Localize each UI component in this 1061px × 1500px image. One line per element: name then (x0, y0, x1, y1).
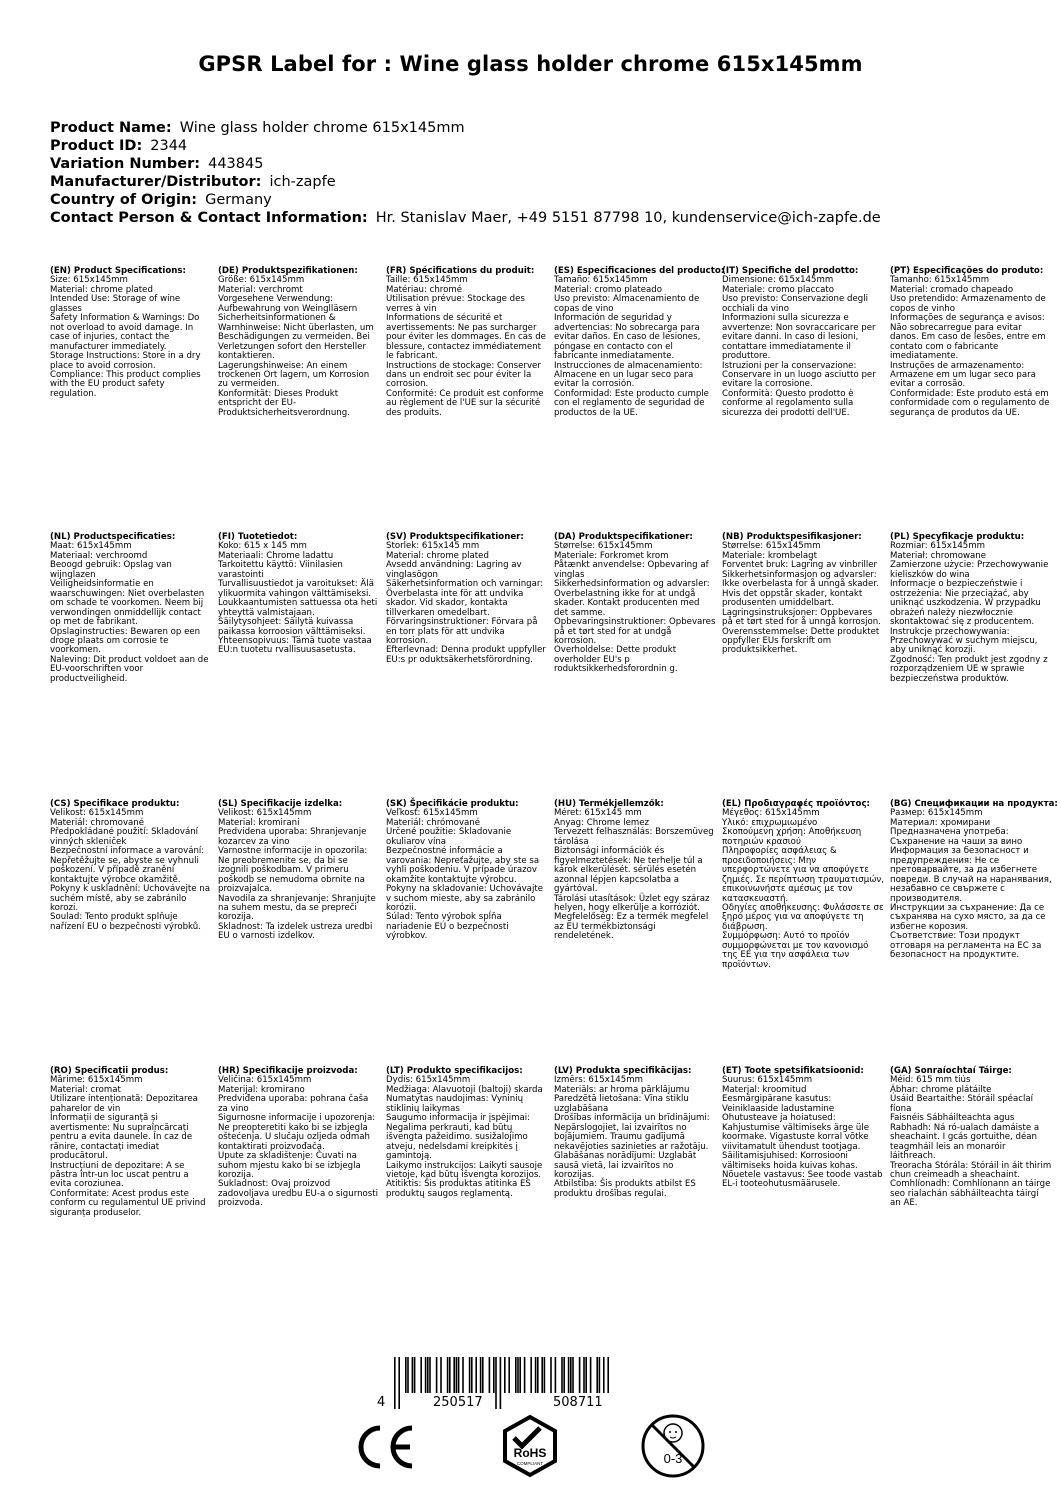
barcode-bar (405, 1357, 407, 1393)
spec-block (554, 1067, 716, 1199)
spec-line: Informazioni sulla sicurezza e avvertenze: Non sovraccaricare per evitare danni. In caso di lesioni, contattare immediatamente il produttore. (722, 313, 876, 362)
spec-heading: (LV) Produkta specifikācijas: (554, 1066, 692, 1076)
spec-line: Conformità: Questo prodotto è conforme al regolamento sulla sicurezza dei prodotti dell'UE. (722, 388, 854, 418)
spec-line: Sukladnost: Ovaj proizvod zadovoljava uredbu EU-a o sigurnosti proizvoda. (218, 1179, 379, 1209)
spec-line: Συμμόρφωση: Αυτό το προϊόν συμμορφώνεται με τον κανονισμό της ΕΕ για την ασφάλεια των προϊόντων. (722, 931, 869, 970)
spec-line: Maat: 615x145mm (50, 541, 132, 552)
barcode-bar (458, 1357, 460, 1393)
barcode-bar (517, 1357, 519, 1393)
spec-line: Saugumo informacija ir įspėjimai: Negalima perkrauti, kad būtų išvengta pažeidimo. susižalojimo atveju, nedelsdami kreipkitės į gamintoją. (386, 1113, 531, 1162)
spec-line: Soulad: Tento produkt splňuje nařízení EU o bezpečnosti výrobků. (50, 912, 201, 932)
barcode-bar (544, 1357, 546, 1393)
barcode-bar (471, 1357, 473, 1393)
spec-line: Conformité: Ce produit est conforme au règlement de l'UE sur la sécurité des produits. (386, 388, 544, 418)
product-name-row (50, 119, 881, 137)
spec-line: Atbilstība: Šis produkts atbilst ES produktu drošības regulai. (554, 1179, 696, 1199)
spec-block (50, 800, 212, 932)
spec-line: Størrelse: 615x145mm (554, 541, 653, 552)
spec-line: Instrucciones de almacenamiento: Almacene en un lugar seco para evitar la corrosión. (554, 360, 703, 390)
spec-line: Предназначена употреба: Съхранение на чаши за вино (890, 827, 1023, 847)
barcode-bar (607, 1357, 609, 1393)
barcode-bar (535, 1357, 537, 1393)
spec-line: Faisnéis Sábháilteachta agus Rabhadh: Ná ró-ualach damáiste a sheachaint. I gcás gortuithe, déan teagmháil leis an monaróir láithreach. (890, 1113, 1040, 1162)
spec-block (890, 267, 1052, 418)
spec-line: Conformidade: Este produto está em conformidade com o regulamento de segurança de produtos da UE. (890, 388, 1050, 418)
spec-line: Bezpečnostní informace a varování: Nepřetěžujte se, abyste se vyhnuli poškození. V případě zranění kontaktujte výrobce okamžitě. (50, 846, 205, 885)
spec-line: Treoracha Stórála: Stóráil in áit thirim chun creimeadh a sheachaint. (890, 1160, 1052, 1180)
spec-line: Medžiaga: Alavuotoji (baltoji) skarda (386, 1084, 543, 1095)
spec-block (890, 799, 1058, 961)
rohs-compliant-icon (500, 1414, 560, 1478)
barcode-bar (508, 1357, 510, 1393)
spec-line: Uso pretendido: Armazenamento de copos de vinho (890, 294, 1046, 314)
spec-line: Utilizare intenționată: Depozitarea paharelor de vin (50, 1094, 198, 1114)
spec-line: Informações de segurança e avisos: Não sobrecarregue para evitar danos. Em caso de lesões, entre em contato com o fabricante imediatamente. (890, 313, 1046, 362)
spec-block (722, 533, 884, 656)
spec-heading: (PL) Specyfikacje produktu: (890, 532, 1025, 542)
spec-line: Izmērs: 615x145mm (554, 1075, 643, 1086)
spec-line: Größe: 615x145mm (218, 275, 305, 286)
spec-block (722, 800, 884, 970)
country-of-origin-label: Country of Origin: (50, 192, 198, 208)
spec-block (722, 1067, 884, 1190)
spec-line: Tárolási utasítások: Üzlet egy száraz helyen, hogy elkerülje a korróziót. (554, 893, 710, 913)
spec-line: Material: cromat (50, 1084, 121, 1095)
not-for-children-0-3-icon (640, 1413, 706, 1479)
spec-line: Opslaginstructies: Bewaren op een droge plaats om corrosie te voorkomen. (50, 626, 201, 656)
product-id-label: Product ID: (50, 138, 143, 154)
barcode-bar (475, 1357, 477, 1393)
spec-heading: (DA) Produktspecifikationer: (554, 532, 693, 542)
barcode-bar (414, 1357, 416, 1393)
spec-line: Nõuetele vastavus: See toode vastab EL-i tooteohutusmäärusele. (722, 1169, 883, 1190)
spec-line: Veličina: 615x145mm (218, 1075, 312, 1086)
barcode-bar (519, 1357, 521, 1393)
age-label: 0-3 (663, 1451, 683, 1466)
product-id-row (50, 137, 881, 155)
spec-line: Materiaal: verchroomd (50, 550, 148, 561)
spec-line: Lagringsinstruksjoner: Oppbevares på et tørt sted for å unngå korrosjon. (722, 607, 881, 628)
spec-line: Veľkosť: 615x145mm (386, 808, 478, 819)
spec-line: Material: chrome plated (386, 550, 489, 561)
barcode-bar (585, 1357, 587, 1393)
spec-line: Dydis: 615x145mm (386, 1075, 471, 1086)
spec-line: Material: verchromt (218, 284, 303, 295)
spec-line: Información de seguridad y advertencias: No sobrecarga para evitar daños. En caso de lesiones, póngase en contacto con el fabricante inmediatamente. (554, 313, 701, 362)
spec-line: Opbevaringsinstruktioner: Opbevares på et tørt sted for at undgå korrosion. (554, 617, 716, 646)
spec-block (50, 533, 212, 684)
barcode-bar (420, 1357, 422, 1393)
baby-face-icon (664, 1424, 682, 1442)
spec-line: Určené použitie: Skladovanie okuliarov vína (386, 827, 512, 847)
spec-heading: (ET) Toote spetsifikatsioonid: (722, 1066, 864, 1076)
spec-line: Súlad: Tento výrobok spĺňa nariadenie EÚ o bezpečnosti výrobkov. (386, 912, 509, 942)
barcode-bar (449, 1357, 451, 1393)
spec-line: Πληροφορίες ασφάλειας & προειδοποιήσεις: Μην υπερφορτώνετε για να αποφύγετε ζημιές. Σε περίπτωση τραυματισμών, επικοινωνήστε αμέσως με τον κατασκευαστή. (722, 846, 884, 904)
spec-line: Materiál: chromované (50, 817, 145, 828)
spec-line: Overholdelse: Dette produkt overholder EU's p roduktsikkerhedsforordnin g. (554, 645, 678, 675)
spec-line: Konformität: Dieses Produkt entspricht der EU-Produktsicherheitsverordnung. (218, 388, 350, 418)
spec-line: Dimensione: 615x145mm (722, 275, 834, 286)
spec-line: Beoogd gebruik: Opslag van wijnglazen (50, 560, 172, 580)
spec-line: Tarkoitettu käyttö: Viinilasien varastointi (218, 560, 343, 580)
barcode-bar (493, 1357, 495, 1393)
spec-line: Turvallisuustiedot ja varoitukset: Älä ylikuormita vahingon välttämiseksi. Loukkaantumisten sattuessa ota heti yhteyttä valmistajaan. (218, 579, 378, 618)
spec-line: Úsáid Beartaithe: Stóráil spéaclaí fíona (890, 1094, 1033, 1114)
manufacturer-value: ich-zapfe (269, 174, 336, 190)
spec-heading: (LT) Produkto specifikacijos: (386, 1066, 523, 1076)
ce-mark-icon (352, 1424, 422, 1470)
spec-line: Инструкции за съхранение: Да се съхранява на сухо място, за да се избегне корозия. (890, 902, 1046, 932)
barcode-bar (541, 1357, 543, 1393)
barcode-right-digits: 508711 (553, 1395, 603, 1410)
spec-block (890, 533, 1052, 684)
spec-block (218, 1067, 380, 1209)
product-name-value: Wine glass holder chrome 615x145mm (179, 120, 465, 136)
barcode-bar (500, 1357, 502, 1409)
barcode-bar (407, 1357, 409, 1393)
spec-block (386, 1067, 548, 1199)
spec-block (386, 533, 548, 665)
spec-line: Materiale: krombelagt (722, 550, 817, 561)
spec-line: Instructions de stockage: Conserver dans un endroit sec pour éviter la corrosion. (386, 360, 541, 390)
rohs-sub-label: COMPLIANT (516, 1461, 544, 1466)
spec-line: Méret: 615x145 mm (554, 808, 642, 819)
manufacturer-label: Manufacturer/Distributor: (50, 174, 262, 190)
spec-line: Eesmärgipärane kasutus: Veiniklaaside ladustamine (722, 1094, 835, 1114)
spec-heading: (CS) Specifikace produktu: (50, 799, 180, 809)
spec-line: Информация за безопасност и предупреждения: Не се претоварвайте, за да избегнете повреди. В случай на наранявания, незабавно се свържете с производителя. (890, 846, 1052, 904)
spec-line: Rozmiar: 615x145mm (890, 541, 986, 552)
product-name-label: Product Name: (50, 120, 172, 136)
spec-line: Veiligheidsinformatie en waarschuwingen: Niet overbelasten om schade te voorkomen. Neem bij verwondingen onmiddellijk contact op met de fabrikant. (50, 579, 205, 628)
spec-line: Tervezett felhasználás: Borszemüveg tárolása (554, 827, 714, 847)
spec-line: Materiale: cromo placcato (722, 284, 834, 295)
barcode-bar (453, 1357, 455, 1393)
barcode-left-digits: 250517 (433, 1395, 483, 1410)
spec-line: Lagerungshinweise: An einem trockenen Ort lagern, um Korrosion zu vermeiden. (218, 360, 370, 390)
spec-line: Glabāšanas norādījumi: Uzglabāt sausā vietā, lai izvairītos no korozijas. (554, 1151, 697, 1180)
spec-line: Koko: 615 x 145 mm (218, 541, 307, 552)
spec-line: Instrucțiuni de depozitare: A se păstra într-un loc uscat pentru a evita coroziunea. (50, 1160, 189, 1190)
spec-line: Istruzioni per la conservazione: Conservare in un luogo asciutto per evitare la corrosione. (722, 360, 876, 390)
spec-heading: (EL) Προδιαγραφές προϊόντος: (722, 799, 870, 809)
spec-line: Uso previsto: Almacenamiento de copas de vino (554, 294, 700, 314)
spec-line: Informații de siguranță și avertismente: Nu supraîncărcați pentru a evita daunele. În caz de rănire, contactați imediat producătorul. (50, 1113, 193, 1162)
spec-line: Safety Information & Warnings: Do not overload to avoid damage. In case of injuries, contact the manufacturer immediately. (50, 313, 200, 352)
spec-heading: (FR) Spécifications du produit: (386, 266, 535, 276)
barcode-bar (515, 1357, 517, 1393)
barcode-bar (429, 1357, 431, 1393)
spec-line: Intended Use: Storage of wine glasses (50, 294, 181, 314)
spec-line: Размер: 615x145mm (890, 808, 983, 819)
spec-line: Säilytysohjeet: Säilytä kuivassa paikassa korroosion välttämiseksi. (218, 617, 366, 637)
barcode-bar (568, 1357, 570, 1393)
barcode-bar (480, 1357, 482, 1393)
spec-line: Ohutusteave ja hoiatused: Kahjustumise vältimiseks ärge üle koormake. Vigastuste korral võtke viivitamatult ühendust tootjaga. (722, 1113, 870, 1152)
spec-line: Sikkerhedsinformation og advarsler: Overbelastning ikke for at undgå skader. Kontakt producenten med det samme. (554, 579, 710, 618)
spec-heading: (DE) Produktspezifikationen: (218, 266, 358, 276)
spec-line: Materiał: chromowane (890, 550, 987, 561)
rohs-label: RoHS (513, 1446, 547, 1460)
barcode-bar (555, 1357, 557, 1393)
spec-heading: (HU) Termékjellemzők: (554, 799, 664, 809)
spec-line: Förvaringsinstruktioner: Förvara på en torr plats för att undvika korrosion. (386, 617, 538, 646)
spec-line: Størrelse: 615x145mm (722, 541, 821, 552)
spec-line: Materjal: kroomitud (722, 1084, 807, 1095)
barcode-bar (550, 1357, 552, 1393)
barcode-bar (572, 1357, 574, 1393)
spec-line: Varnostne informacije in opozorila: Ne preobremenite se, da bi se izognili poškodbam. V primeru poškodb se nemudoma obrnite na proizvajalca. (218, 846, 368, 895)
spec-line: Materijal: kromirano (218, 1084, 305, 1095)
spec-block (50, 267, 212, 399)
spec-line: Compliance: This product complies with the EU product safety regulation. (50, 369, 201, 399)
spec-line: Instruções de armazenamento: Armazene em um lugar seco para evitar a corrosão. (890, 360, 1036, 390)
spec-line: Bezpečnostné informácie a varovania: Nepreťažujte, aby ste sa vyhli poškodeniu. V prípade úrazov okamžite kontaktujte výrobcu. (386, 846, 540, 885)
spec-line: Informacje o bezpieczeństwie i ostrzeżenia: Nie przeciążać, aby uniknąć uszkodzenia. W przypadku obrażeń należy niezwłocznie skontaktować się z producentem. (890, 579, 1041, 628)
spec-line: Upute za skladištenje: Čuvati na suhom mjestu kako bi se izbjegla korozija. (218, 1151, 361, 1180)
spec-block (386, 267, 548, 418)
spec-line: Utilisation prévue: Stockage des verres à vin (386, 294, 525, 314)
barcode-bar (495, 1357, 497, 1409)
manufacturer-row (50, 173, 881, 191)
barcode-bar (524, 1357, 526, 1393)
contact-row (50, 209, 881, 227)
spec-line: Předpokládané použití: Skladování vinných skleniček (50, 827, 199, 847)
spec-block (386, 800, 548, 942)
spec-line: Forventet bruk: Lagring av vinbriller (722, 560, 878, 571)
spec-line: Material: cromado chapeado (890, 284, 1014, 295)
spec-line: Storage Instructions: Store in a dry place to avoid corrosion. (50, 351, 201, 371)
spec-heading: (FI) Tuotetiedot: (218, 532, 298, 542)
barcode-bar (394, 1357, 396, 1409)
spec-heading: (NB) Produktspesifikasjoner: (722, 532, 862, 542)
spec-line: Materiál: chrómované (386, 817, 481, 828)
product-info (50, 119, 881, 227)
spec-line: Sikkerhetsinformasjon og advarsler: Ikke overbelasta for å unngå skader. Hvis det oppstår skader, kontakt produsenten umiddelbart. (722, 569, 879, 609)
barcode-bar (530, 1357, 532, 1393)
spec-line: Mărime: 615x145mm (50, 1075, 143, 1086)
barcode-bar (537, 1357, 539, 1393)
spec-line: Υλικό: επιχρωμιωμένο (722, 817, 818, 828)
spec-heading: (GA) Sonraíochtaí Táirge: (890, 1066, 1012, 1076)
spec-heading: (RO) Specificații produs: (50, 1066, 169, 1076)
spec-line: Съответствие: Този продукт отговаря на регламента на ЕС за безопасност на продуктите. (890, 931, 1042, 961)
spec-line: Skladnost: Ta izdelek ustreza uredbi EU o varnosti izdelkov. (218, 921, 373, 942)
spec-line: Yhteensopivuus: Tämä tuote vastaa EU:n tuotetu rvallisuusasetusta. (218, 635, 372, 656)
spec-line: Comhlíonadh: Comhlíonann an táirge seo rialachán sábháilteachta táirgí an AE. (890, 1179, 1051, 1209)
country-of-origin-row (50, 191, 881, 209)
spec-line: Matériau: chromé (386, 284, 463, 295)
spec-line: Predvidena uporaba: Shranjevanje kozarcev za vino (218, 827, 367, 847)
product-id-value: 2344 (150, 138, 188, 154)
barcode-bar (579, 1357, 581, 1393)
spec-line: Naleving: Dit product voldoet aan de EU-voorschriften voor productveiligheid. (50, 654, 209, 684)
spec-line: Ábhar: chrome plátáilte (890, 1084, 992, 1095)
spec-line: Drošības informācija un brīdinājumi: Nepārslogojiet, lai izvairītos no bojājumiem. Traumu gadījumā nekavējoties sazinieties ar ražotāju. (554, 1113, 710, 1152)
variation-number-value: 443845 (208, 156, 264, 172)
spec-line: Uso previsto: Conservazione degli occhiali da vino (722, 294, 868, 314)
spec-line: Påtænkt anvendelse: Opbevaring af vinglas (554, 560, 709, 580)
spec-block (218, 533, 380, 656)
spec-heading: (SK) Špecifikácie produktu: (386, 799, 519, 809)
barcode-bar (504, 1357, 506, 1393)
spec-block (50, 1067, 212, 1218)
barcode-bar (427, 1357, 429, 1393)
spec-block (554, 533, 716, 675)
spec-line: Paredzētā lietošana: Vīna stiklu uzglabāšana (554, 1094, 689, 1114)
barcode-bar (447, 1357, 449, 1393)
spec-line: Material: kromirani (218, 817, 300, 828)
barcode-bar (412, 1357, 414, 1393)
spec-line: Navodila za shranjevanje: Shranjujte na suhem mestu, da se prepreči korozija. (218, 893, 376, 923)
spec-heading: (NL) Productspecificaties: (50, 532, 176, 542)
spec-line: Materiale: Forkromet krom (554, 550, 669, 561)
spec-line: Säkerhetsinformation och varningar: Överbelasta inte för att undvika skador. Vid skador, kontakta tillverkaren omedelbart. (386, 579, 544, 618)
spec-line: Pokyny na skladovanie: Uchovávajte v suchom mieste, aby sa zabránilo korózii. (386, 884, 543, 913)
barcode-bar (462, 1357, 464, 1393)
barcode-bar (456, 1357, 458, 1393)
spec-heading: (SL) Specifikacije izdelka: (218, 799, 343, 809)
barcode-bar (469, 1357, 471, 1393)
barcode-bar (590, 1357, 592, 1393)
spec-block (554, 266, 725, 418)
spec-line: Zgodność: Ten produkt jest zgodny z rozporządzeniem UE w sprawie bezpieczeństwa produktów. (890, 654, 1048, 684)
spec-line: Numatytas naudojimas: Vyninių stiklinių laikymas (386, 1094, 524, 1114)
spec-line: Zamierzone użycie: Przechowywanie kieliszków do wina (890, 560, 1049, 580)
barcode-bar (398, 1357, 400, 1409)
spec-line: Atitiktis: Šis produktas atitinka ES produktų saugos reglamentą. (386, 1179, 531, 1199)
spec-block (554, 800, 716, 942)
spec-line: Conformitate: Acest produs este conform cu regulamentul UE privind siguranța produselor. (50, 1188, 206, 1218)
spec-line: Laikymo instrukcijos: Laikyti sausoje vietoje, kad būtų išvengta korozijos. (386, 1160, 543, 1180)
barcode-bar (425, 1357, 427, 1393)
contact-label: Contact Person & Contact Information: (50, 210, 368, 226)
spec-line: Materiāls: ar hroma pārklājumu (554, 1084, 690, 1095)
spec-line: Säilitamisjuhised: Korrosiooni vältimiseks hoida kuivas kohas. (722, 1151, 858, 1171)
spec-heading: (EN) Product Specifications: (50, 266, 186, 276)
spec-heading: (ES) Especificaciones del producto: (554, 266, 725, 276)
spec-line: Material: chrome plated (50, 284, 153, 295)
spec-line: Материал: хромирани (890, 817, 991, 828)
spec-line: Sigurnosne informacije i upozorenja: Ne preopteretiti kako bi se izbjegla oštećenja. U slučaju ozljeda odmah kontaktirati proizvođača. (218, 1113, 376, 1152)
spec-heading: (IT) Specifiche del prodotto: (722, 266, 859, 276)
spec-line: Μέγεθος: 615x145mm (722, 808, 820, 819)
spec-heading: (HR) Specifikacije proizvoda: (218, 1066, 358, 1076)
barcode-bar (561, 1357, 563, 1393)
spec-line: Storlek: 615x145 mm (386, 541, 480, 552)
country-of-origin-value: Germany (205, 192, 272, 208)
spec-block (218, 267, 380, 418)
spec-line: Σκοπούμενη χρήση: Αποθήκευση ποτηριών κρασιού (722, 827, 862, 847)
spec-line: Méid: 615 mm tiús (890, 1075, 971, 1086)
contact-value: Hr. Stanislav Maer, +49 5151 87798 10, kundenservice@ich-zapfe.de (375, 210, 881, 226)
spec-heading: (PT) Especificações do produto: (890, 266, 1044, 276)
spec-line: Pokyny k uskladnění: Uchovávejte na suchém místě, aby se zabránilo korozi. (50, 884, 210, 913)
spec-line: Οδηγίες αποθήκευσης: Φυλάσσετε σε ξηρό μέρος για να αποφύγετε τη διάβρωση. (722, 902, 884, 932)
spec-line: Predviđena uporaba: pohrana čaša za vino (218, 1094, 369, 1114)
barcode-bar (603, 1357, 605, 1393)
variation-number-label: Variation Number: (50, 156, 201, 172)
spec-line: Biztonsági információk és figyelmeztetések: Ne terhelje túl a károk elkerülését. sérülés esetén azonnal lépjen kapcsolatba a gyártóval. (554, 846, 703, 895)
spec-line: Velikost: 615x145mm (50, 808, 144, 819)
spec-line: Material: cromo plateado (554, 284, 662, 295)
spec-block (890, 1067, 1052, 1209)
barcode-bar (583, 1357, 585, 1393)
barcode-bar (596, 1357, 598, 1393)
spec-line: Conformidad: Este producto cumple con el reglamento de seguridad de productos de la UE. (554, 388, 709, 418)
spec-line: Size: 615x145mm (50, 275, 128, 286)
spec-heading: (BG) Спецификации на продукта: (890, 799, 1058, 809)
spec-line: Taille: 615x145mm (386, 275, 468, 286)
barcode-bar (489, 1357, 491, 1393)
spec-line: Materiaali: Chrome ladattu (218, 550, 334, 561)
barcode-bar (563, 1357, 565, 1393)
spec-line: Suurus: 615x145mm (722, 1075, 813, 1086)
spec-block (722, 267, 884, 418)
barcode-bar (570, 1357, 572, 1393)
variation-number-row (50, 155, 881, 173)
spec-line: Tamaño: 615x145mm (554, 275, 648, 286)
spec-line: Overensstemmelse: Dette produktet oppfyller EUs forskrift om produktsikkerhet. (722, 626, 880, 656)
barcode-first-digit: 4 (377, 1395, 386, 1410)
spec-line: Velikost: 615x145mm (218, 808, 312, 819)
spec-line: Tamanho: 615x145mm (890, 275, 990, 286)
spec-line: Avsedd användning: Lagring av vinglasögon (386, 560, 522, 580)
spec-line: Sicherheitsinformationen & Warnhinweise: Nicht überlasten, um Beschädigungen zu vermeiden. Bei Verletzungen sofort den Hersteller kontaktieren. (218, 313, 374, 362)
barcode-bar (599, 1357, 601, 1393)
page-title: GPSR Label for : Wine glass holder chrome 615x145mm (198, 52, 863, 76)
spec-line: Vorgesehene Verwendung: Aufbewahrung von Weinglläsern (218, 294, 358, 314)
barcode-bar (440, 1357, 442, 1393)
barcode-bar (436, 1357, 438, 1393)
barcode-bar (482, 1357, 484, 1393)
spec-heading: (SV) Produktspecifikationer: (386, 532, 524, 542)
spec-line: Informations de sécurité et avertissements: Ne pas surcharger pour éviter les dommages. En cas de blessure, contactez immédiatement le fabricant. (386, 313, 546, 362)
spec-line: Anyag: Chrome lemez (554, 817, 650, 828)
spec-line: Instrukcje przechowywania: Przechowywać w suchym miejscu, aby uniknąć korozji. (890, 626, 1038, 656)
spec-line: Efterlevnad: Denna produkt uppfyller EU:s pr oduktsäkerhetsförordning. (386, 645, 546, 665)
spec-block (218, 800, 380, 942)
spec-line: Megfelelőség: Ez a termék megfelel az EU termékbiztonsági rendeletének. (554, 912, 709, 942)
